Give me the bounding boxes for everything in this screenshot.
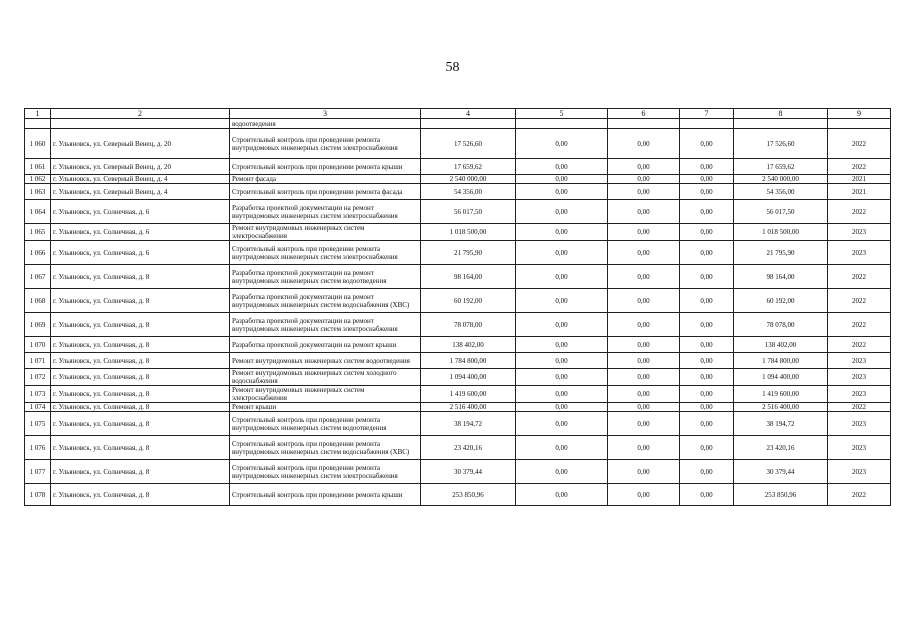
address-cell: г. Ульяновск, ул. Солнечная, д. 8 [51, 436, 230, 460]
column-header: 3 [230, 109, 421, 119]
value-col8: 30 379,44 [734, 460, 828, 484]
value-col5: 0,00 [516, 460, 608, 484]
value-col4: 1 018 500,00 [421, 224, 516, 241]
empty-cell [516, 119, 608, 129]
value-col6: 0,00 [608, 175, 680, 184]
value-col5: 0,00 [516, 200, 608, 224]
value-col4: 21 795,90 [421, 241, 516, 265]
address-cell: г. Ульяновск, ул. Северный Венец, д. 20 [51, 159, 230, 175]
empty-cell [734, 119, 828, 129]
value-col7: 0,00 [680, 386, 734, 403]
value-col6: 0,00 [608, 337, 680, 353]
work-description: Строительный контроль при проведении ремонта крыши [230, 484, 421, 506]
address-cell: г. Ульяновск, ул. Солнечная, д. 8 [51, 386, 230, 403]
value-col7: 0,00 [680, 129, 734, 159]
work-description: Строительный контроль при проведении ремонта фасада [230, 184, 421, 200]
row-number: 1 071 [25, 353, 51, 369]
address-cell: г. Ульяновск, ул. Солнечная, д. 8 [51, 289, 230, 313]
value-col8: 78 078,00 [734, 313, 828, 337]
work-description: Разработка проектной документации на ремонт внутридомовых инженерных систем водоотведения [230, 265, 421, 289]
value-col7: 0,00 [680, 224, 734, 241]
year-cell: 2023 [828, 386, 891, 403]
column-header: 5 [516, 109, 608, 119]
value-col7: 0,00 [680, 369, 734, 386]
row-number: 1 066 [25, 241, 51, 265]
value-col7: 0,00 [680, 265, 734, 289]
address-cell: г. Ульяновск, ул. Солнечная, д. 8 [51, 337, 230, 353]
address-cell: г. Ульяновск, ул. Северный Венец, д. 20 [51, 129, 230, 159]
year-cell: 2023 [828, 224, 891, 241]
work-description: Строительный контроль при проведении ремонта внутридомовых инженерных систем водоснабжения (ХВС) [230, 436, 421, 460]
table-row [25, 353, 891, 369]
work-description: Разработка проектной документации на ремонт внутридомовых инженерных систем электроснабжения [230, 200, 421, 224]
empty-cell [51, 119, 230, 129]
value-col6: 0,00 [608, 353, 680, 369]
table-row [25, 403, 891, 412]
value-col8: 1 018 500,00 [734, 224, 828, 241]
address-cell: г. Ульяновск, ул. Северный Венец, д. 4 [51, 175, 230, 184]
table-row [25, 241, 891, 265]
value-col5: 0,00 [516, 184, 608, 200]
value-col5: 0,00 [516, 265, 608, 289]
value-col7: 0,00 [680, 289, 734, 313]
value-col4: 1 784 800,00 [421, 353, 516, 369]
year-cell: 2022 [828, 337, 891, 353]
value-col5: 0,00 [516, 353, 608, 369]
row-number: 1 064 [25, 200, 51, 224]
column-number-header-row [25, 109, 891, 119]
row-number: 1 075 [25, 412, 51, 436]
value-col7: 0,00 [680, 337, 734, 353]
work-description: Ремонт внутридомовых инженерных систем электроснабжения [230, 386, 421, 403]
empty-cell [680, 119, 734, 129]
value-col8: 21 795,90 [734, 241, 828, 265]
empty-cell [828, 119, 891, 129]
value-col7: 0,00 [680, 403, 734, 412]
value-col5: 0,00 [516, 403, 608, 412]
value-col7: 0,00 [680, 412, 734, 436]
value-col8: 60 192,00 [734, 289, 828, 313]
work-description: Разработка проектной документации на ремонт внутридомовых инженерных систем электроснабжения [230, 313, 421, 337]
table-row [25, 224, 891, 241]
value-col4: 253 850,96 [421, 484, 516, 506]
value-col7: 0,00 [680, 313, 734, 337]
value-col5: 0,00 [516, 159, 608, 175]
address-cell: г. Ульяновск, ул. Солнечная, д. 8 [51, 353, 230, 369]
value-col5: 0,00 [516, 436, 608, 460]
value-col6: 0,00 [608, 200, 680, 224]
value-col6: 0,00 [608, 265, 680, 289]
value-col5: 0,00 [516, 412, 608, 436]
column-header: 6 [608, 109, 680, 119]
value-col7: 0,00 [680, 159, 734, 175]
value-col6: 0,00 [608, 369, 680, 386]
address-cell: г. Ульяновск, ул. Солнечная, д. 8 [51, 412, 230, 436]
value-col7: 0,00 [680, 241, 734, 265]
value-col6: 0,00 [608, 129, 680, 159]
value-col6: 0,00 [608, 403, 680, 412]
value-col6: 0,00 [608, 386, 680, 403]
value-col8: 23 420,16 [734, 436, 828, 460]
value-col4: 38 194,72 [421, 412, 516, 436]
continuation-row [25, 119, 891, 129]
value-col8: 17 526,60 [734, 129, 828, 159]
value-col7: 0,00 [680, 353, 734, 369]
value-col4: 98 164,00 [421, 265, 516, 289]
row-number: 1 072 [25, 369, 51, 386]
value-col4: 2 540 000,00 [421, 175, 516, 184]
value-col6: 0,00 [608, 224, 680, 241]
value-col6: 0,00 [608, 313, 680, 337]
column-header: 9 [828, 109, 891, 119]
work-description: Строительный контроль при проведении ремонта внутридомовых инженерных систем электроснабжения [230, 129, 421, 159]
value-col5: 0,00 [516, 175, 608, 184]
value-col8: 138 402,00 [734, 337, 828, 353]
value-col7: 0,00 [680, 175, 734, 184]
row-number: 1 076 [25, 436, 51, 460]
row-number: 1 074 [25, 403, 51, 412]
value-col4: 23 420,16 [421, 436, 516, 460]
address-cell: г. Ульяновск, ул. Солнечная, д. 8 [51, 265, 230, 289]
table-row [25, 460, 891, 484]
value-col4: 60 192,00 [421, 289, 516, 313]
empty-cell [421, 119, 516, 129]
continuation-text: водоотведения [230, 119, 421, 129]
value-col4: 17 659,62 [421, 159, 516, 175]
table-row [25, 484, 891, 506]
table-row [25, 184, 891, 200]
value-col5: 0,00 [516, 369, 608, 386]
column-header: 4 [421, 109, 516, 119]
value-col4: 56 017,50 [421, 200, 516, 224]
work-description: Строительный контроль при проведении ремонта крыши [230, 159, 421, 175]
address-cell: г. Ульяновск, ул. Северный Венец, д. 4 [51, 184, 230, 200]
value-col8: 1 784 800,00 [734, 353, 828, 369]
table-row [25, 129, 891, 159]
row-number: 1 062 [25, 175, 51, 184]
work-description: Ремонт внутридомовых инженерных систем холодного водоснабжения [230, 369, 421, 386]
table-row [25, 436, 891, 460]
row-number: 1 068 [25, 289, 51, 313]
year-cell: 2023 [828, 436, 891, 460]
row-number: 1 061 [25, 159, 51, 175]
value-col4: 1 094 400,00 [421, 369, 516, 386]
year-cell: 2022 [828, 265, 891, 289]
value-col8: 98 164,00 [734, 265, 828, 289]
table-row [25, 337, 891, 353]
row-number: 1 078 [25, 484, 51, 506]
row-number: 1 073 [25, 386, 51, 403]
value-col6: 0,00 [608, 184, 680, 200]
work-description: Ремонт фасада [230, 175, 421, 184]
table-row [25, 289, 891, 313]
value-col4: 1 419 600,00 [421, 386, 516, 403]
table-row [25, 159, 891, 175]
work-description: Ремонт внутридомовых инженерных систем водоотведения [230, 353, 421, 369]
value-col5: 0,00 [516, 241, 608, 265]
work-description: Ремонт крыши [230, 403, 421, 412]
value-col5: 0,00 [516, 386, 608, 403]
value-col8: 56 017,50 [734, 200, 828, 224]
value-col8: 2 516 400,00 [734, 403, 828, 412]
value-col4: 78 078,00 [421, 313, 516, 337]
work-description: Строительный контроль при проведении ремонта внутридомовых инженерных систем электроснабжения [230, 241, 421, 265]
value-col8: 253 850,96 [734, 484, 828, 506]
row-number: 1 065 [25, 224, 51, 241]
value-col8: 1 419 600,00 [734, 386, 828, 403]
row-number: 1 063 [25, 184, 51, 200]
value-col4: 54 356,00 [421, 184, 516, 200]
year-cell: 2022 [828, 159, 891, 175]
value-col6: 0,00 [608, 460, 680, 484]
value-col7: 0,00 [680, 484, 734, 506]
value-col6: 0,00 [608, 484, 680, 506]
value-col5: 0,00 [516, 313, 608, 337]
value-col8: 54 356,00 [734, 184, 828, 200]
year-cell: 2022 [828, 129, 891, 159]
value-col4: 17 526,60 [421, 129, 516, 159]
address-cell: г. Ульяновск, ул. Солнечная, д. 8 [51, 403, 230, 412]
year-cell: 2021 [828, 175, 891, 184]
empty-cell [25, 119, 51, 129]
address-cell: г. Ульяновск, ул. Солнечная, д. 6 [51, 200, 230, 224]
address-cell: г. Ульяновск, ул. Солнечная, д. 8 [51, 484, 230, 506]
value-col7: 0,00 [680, 436, 734, 460]
column-header: 1 [25, 109, 51, 119]
work-description: Разработка проектной документации на ремонт внутридомовых инженерных систем водоснабжения (ХВС) [230, 289, 421, 313]
value-col5: 0,00 [516, 484, 608, 506]
value-col8: 1 094 400,00 [734, 369, 828, 386]
value-col8: 17 659,62 [734, 159, 828, 175]
value-col4: 30 379,44 [421, 460, 516, 484]
address-cell: г. Ульяновск, ул. Солнечная, д. 8 [51, 460, 230, 484]
address-cell: г. Ульяновск, ул. Солнечная, д. 6 [51, 224, 230, 241]
year-cell: 2023 [828, 241, 891, 265]
empty-cell [608, 119, 680, 129]
value-col8: 38 194,72 [734, 412, 828, 436]
column-header: 8 [734, 109, 828, 119]
year-cell: 2023 [828, 353, 891, 369]
table-row [25, 313, 891, 337]
table-row [25, 412, 891, 436]
row-number: 1 070 [25, 337, 51, 353]
register-table [24, 108, 891, 506]
work-description: Строительный контроль при проведении ремонта внутридомовых инженерных систем водоотведения [230, 412, 421, 436]
work-description: Разработка проектной документации на ремонт крыши [230, 337, 421, 353]
value-col7: 0,00 [680, 200, 734, 224]
row-number: 1 060 [25, 129, 51, 159]
year-cell: 2023 [828, 460, 891, 484]
value-col6: 0,00 [608, 159, 680, 175]
table-row [25, 200, 891, 224]
value-col4: 2 516 400,00 [421, 403, 516, 412]
column-header: 7 [680, 109, 734, 119]
column-header: 2 [51, 109, 230, 119]
year-cell: 2023 [828, 412, 891, 436]
page-number: 58 [445, 60, 460, 75]
table-row [25, 369, 891, 386]
address-cell: г. Ульяновск, ул. Солнечная, д. 6 [51, 241, 230, 265]
table-row [25, 386, 891, 403]
value-col6: 0,00 [608, 289, 680, 313]
value-col7: 0,00 [680, 460, 734, 484]
row-number: 1 069 [25, 313, 51, 337]
address-cell: г. Ульяновск, ул. Солнечная, д. 8 [51, 313, 230, 337]
row-number: 1 077 [25, 460, 51, 484]
value-col6: 0,00 [608, 412, 680, 436]
value-col4: 138 402,00 [421, 337, 516, 353]
year-cell: 2022 [828, 200, 891, 224]
table-row [25, 265, 891, 289]
value-col7: 0,00 [680, 184, 734, 200]
value-col8: 2 540 000,00 [734, 175, 828, 184]
year-cell: 2022 [828, 289, 891, 313]
value-col6: 0,00 [608, 241, 680, 265]
year-cell: 2022 [828, 484, 891, 506]
work-description: Ремонт внутридомовых инженерных систем электроснабжения [230, 224, 421, 241]
work-description: Строительный контроль при проведении ремонта внутридомовых инженерных систем электроснабжения [230, 460, 421, 484]
address-cell: г. Ульяновск, ул. Солнечная, д. 8 [51, 369, 230, 386]
value-col5: 0,00 [516, 337, 608, 353]
value-col5: 0,00 [516, 289, 608, 313]
year-cell: 2022 [828, 313, 891, 337]
value-col6: 0,00 [608, 436, 680, 460]
value-col5: 0,00 [516, 224, 608, 241]
value-col5: 0,00 [516, 129, 608, 159]
year-cell: 2022 [828, 403, 891, 412]
table-row [25, 175, 891, 184]
year-cell: 2023 [828, 369, 891, 386]
year-cell: 2021 [828, 184, 891, 200]
row-number: 1 067 [25, 265, 51, 289]
